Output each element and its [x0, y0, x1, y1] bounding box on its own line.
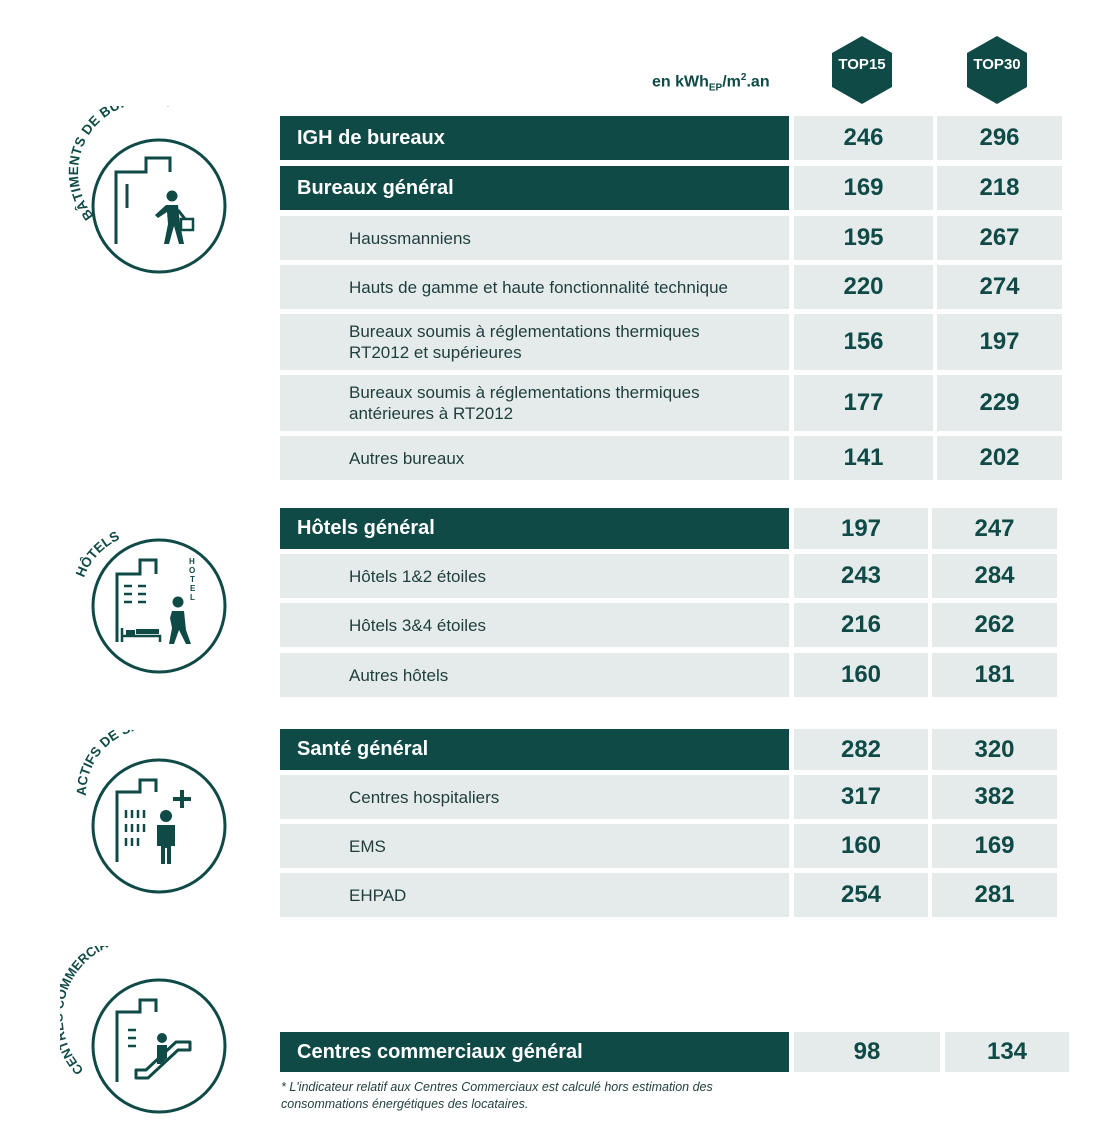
top30-value: 281: [932, 873, 1057, 917]
top30-value: 296: [937, 116, 1062, 160]
section-label: ACTIFS DE: [73, 730, 122, 797]
row-label: Centres commerciaux général: [280, 1032, 789, 1072]
row-label: Autres hôtels: [280, 653, 789, 697]
row-label: Hauts de gamme et haute fonctionnalité technique: [280, 265, 789, 309]
top15-value: 282: [794, 729, 928, 770]
section-label: CE MERCI: [61, 946, 103, 1078]
row-label: Santé général: [280, 729, 789, 770]
row-label: Haussmanniens: [280, 216, 789, 260]
top30-value: 267: [937, 216, 1062, 260]
top15-value: 243: [794, 554, 928, 598]
section-label: HÔTELS: [72, 528, 122, 580]
top30-value: 229: [937, 375, 1062, 431]
row-label: Autres bureaux: [280, 436, 789, 480]
top15-header: TOP15: [832, 36, 892, 104]
section-label: BÂTIMENTS DE BU: [66, 106, 123, 224]
top15-value: 246: [794, 116, 933, 160]
svg-text:BÂTIMENTS DE BUREAUX: [66, 106, 172, 223]
top30-value: 181: [932, 653, 1057, 697]
top15-value: 177: [794, 375, 933, 431]
top15-value: 197: [794, 508, 928, 549]
top30-value: 169: [932, 824, 1057, 868]
top30-value: 274: [937, 265, 1062, 309]
row-label: Hôtels général: [280, 508, 789, 549]
top15-value: 160: [794, 824, 928, 868]
row-label: EMS: [280, 824, 789, 868]
top15-value: 98: [794, 1032, 940, 1072]
top15-value: 317: [794, 775, 928, 819]
top30-value: 320: [932, 729, 1057, 770]
row-label: Bureaux soumis à réglementations thermiques antérieures à RT2012: [280, 375, 789, 431]
top30-value: 134: [945, 1032, 1069, 1072]
top30-value: 218: [937, 166, 1062, 210]
footnote-line-2: consommations énergétiques des locataires.: [281, 1097, 529, 1111]
top15-value: 141: [794, 436, 933, 480]
office-worker-icon: [60, 106, 240, 286]
top15-value: 195: [794, 216, 933, 260]
top30-value: 262: [932, 603, 1057, 647]
row-label: Hôtels 1&2 étoiles: [280, 554, 789, 598]
top30-value: 382: [932, 775, 1057, 819]
top15-value: 254: [794, 873, 928, 917]
hotel-icon: [60, 518, 240, 698]
row-label: Hôtels 3&4 étoiles: [280, 603, 789, 647]
top15-value: 169: [794, 166, 933, 210]
row-label: EHPAD: [280, 873, 789, 917]
top30-value: 247: [932, 508, 1057, 549]
row-label: Centres hospitaliers: [280, 775, 789, 819]
footnote: [281, 1079, 781, 1113]
hotel-sign-text: H O T E L: [189, 557, 196, 602]
top30-value: 202: [937, 436, 1062, 480]
row-label: IGH de bureaux: [280, 116, 789, 160]
escalator-icon: [60, 946, 240, 1126]
row-label: Bureaux général: [280, 166, 789, 210]
top30-header: TOP30: [967, 36, 1027, 104]
unit-label: en $kWh_{EP}/m^2.an$: [652, 72, 770, 94]
top15-value: 216: [794, 603, 928, 647]
top15-value: 156: [794, 314, 933, 370]
top30-value: 284: [932, 554, 1057, 598]
svg-text:HÔTELS: [73, 528, 122, 579]
top30-value: 197: [937, 314, 1062, 370]
row-label: Bureaux soumis à réglementations thermiques RT2012 et supérieures: [280, 314, 789, 370]
footnote-line-1: * L'indicateur relatif aux Centres Commerciaux est calculé hors estimation des: [281, 1080, 713, 1094]
top15-value: 160: [794, 653, 928, 697]
top15-value: 220: [794, 265, 933, 309]
health-icon: [60, 730, 240, 910]
